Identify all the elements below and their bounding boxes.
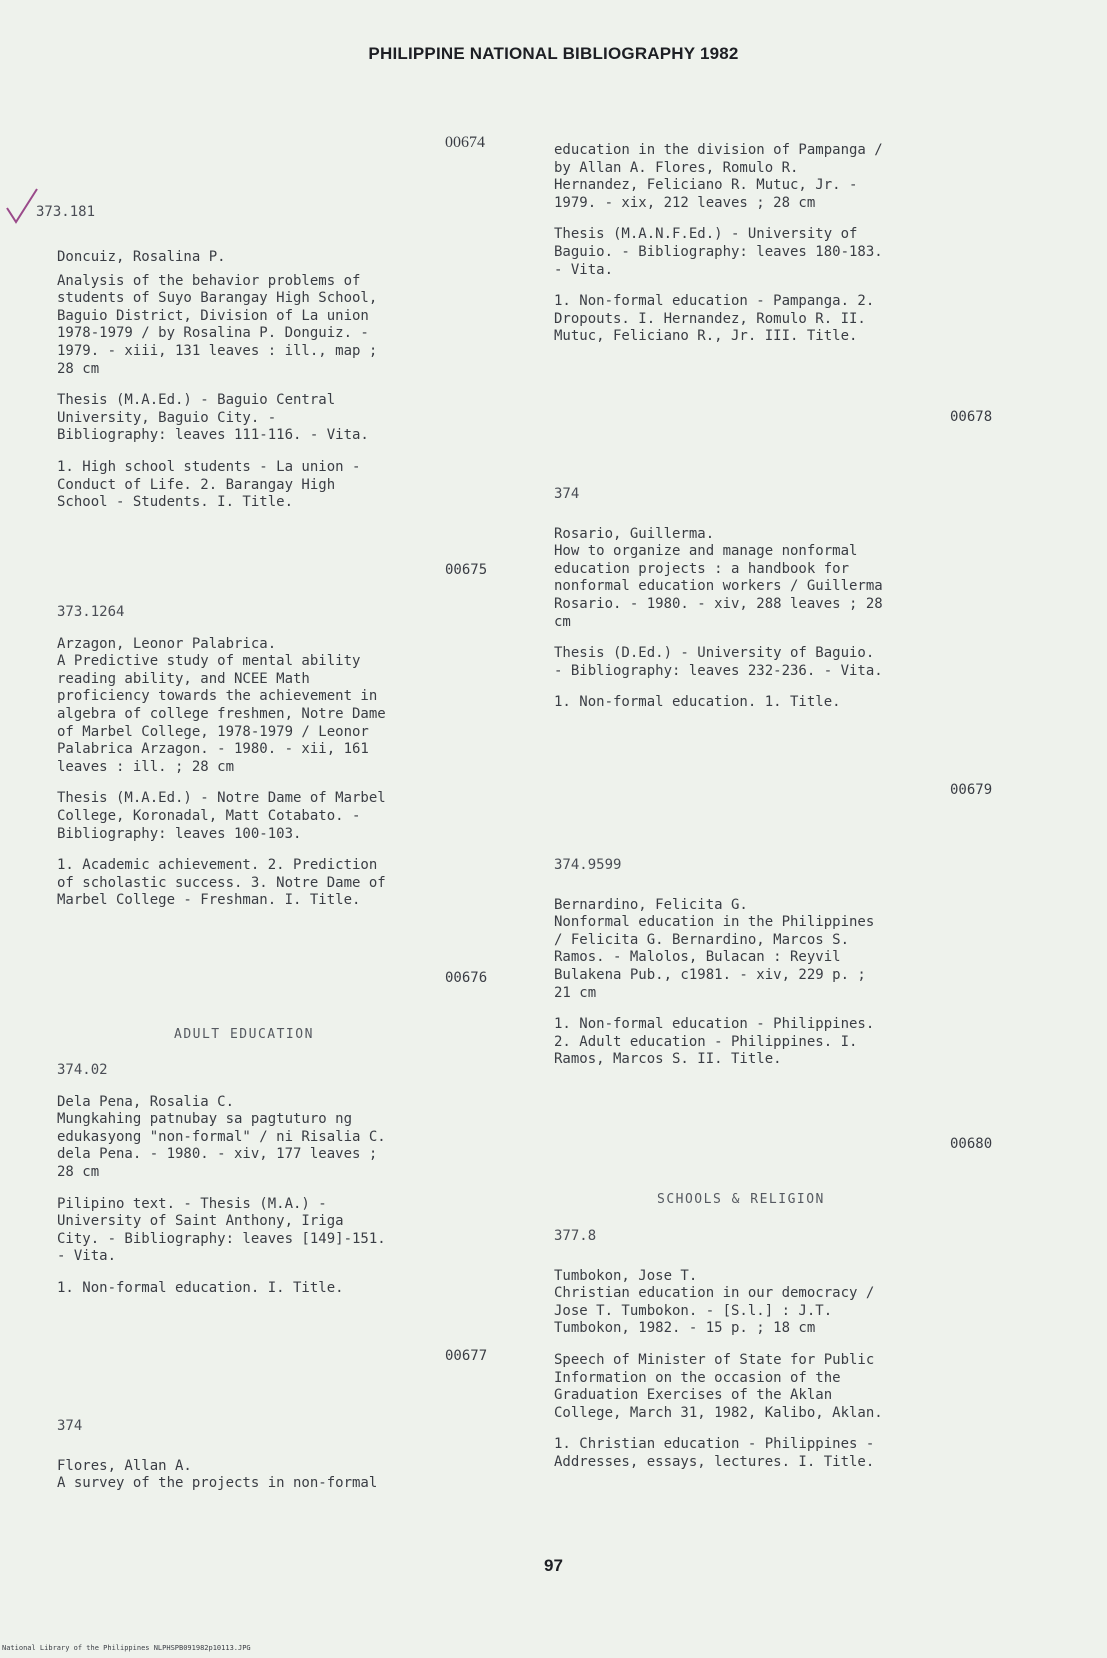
class-number: 374: [57, 1418, 83, 1434]
entry-notes: Speech of Minister of State for Public Information on the occasion of the Graduation Exercises of the Aklan College, March 31, 1982, Kalibo, Aklan.: [554, 1351, 883, 1421]
section-heading-adult-education: ADULT EDUCATION: [174, 1027, 314, 1042]
page-title: PHILIPPINE NATIONAL BIBLIOGRAPHY 1982: [368, 44, 739, 63]
entry-author: Arzagon, Leonor Palabrica.: [57, 635, 277, 652]
entry-number: 00679: [950, 782, 993, 798]
class-number: 377.8: [554, 1228, 597, 1244]
entry-number: 00675: [445, 562, 488, 578]
class-number: 373.1264: [57, 604, 125, 620]
entry-description: How to organize and manage nonformal education projects : a handbook for nonformal education workers / Guillerma Rosario. - 1980. - xiv, 288 leaves ; 28 cm: [554, 543, 883, 630]
entry-author: Doncuiz, Rosalina P.: [57, 249, 226, 265]
entry-subjects: 1. Non-formal education - Philippines. 2. Adult education - Philippines. I. Ramos, Marcos S. II. Title.: [554, 1016, 875, 1068]
entry-subjects: 1. Non-formal education. I. Title.: [57, 1279, 344, 1296]
entry-number: 00674: [445, 134, 485, 151]
entry-description: Nonformal education in the Philippines / Felicita G. Bernardino, Marcos S. Ramos. - Malolos, Bulacan : Reyvil Bulakena Pub., c1981. - xiv, 229 p. ; 21 cm: [554, 914, 875, 1001]
bib-entry-00676: [57, 1062, 517, 1298]
entry-number: 00676: [445, 970, 488, 986]
class-number: 374: [554, 486, 580, 502]
entry-notes: Thesis (M.A.Ed.) - Baguio Central University, Baguio City. - Bibliography: leaves 111-116. - Vita.: [57, 392, 369, 444]
footer-caption: National Library of the Philippines NLPHSPB091982p10113.JPG: [2, 1644, 251, 1652]
entry-author: Dela Pena, Rosalia C.: [57, 1093, 235, 1110]
entry-number: 00678: [950, 409, 993, 425]
bib-entry-00677-continued: [554, 142, 1024, 346]
entry-description: Christian education in our democracy / Jose T. Tumbokon. - [S.l.] : J.T. Tumbokon, 1982. - 15 p. ; 18 cm: [554, 1285, 875, 1337]
entry-notes: Thesis (D.Ed.) - University of Baguio. - Bibliography: leaves 232-236. - Vita.: [554, 645, 883, 679]
entry-author: Rosario, Guillerma.: [554, 525, 715, 542]
bib-entry-00678: [554, 486, 1024, 712]
handwritten-class-number: 373.181: [36, 204, 96, 220]
checkmark-icon: [4, 186, 40, 226]
class-number: 374.9599: [554, 857, 622, 873]
entry-description: A Predictive study of mental ability reading ability, and NCEE Math proficiency towards the achievement in algebra of college freshmen, Notre Dame of Marbel College, 1978-1979 / Leonor Palabrica Arzagon. - 1980. - xii, 161 leaves : ill. ; 28 cm: [57, 653, 386, 775]
entry-notes: Pilipino text. - Thesis (M.A.) - University of Saint Anthony, Iriga City. - Bibliography: leaves [149]-151. - Vita.: [57, 1195, 386, 1265]
entry-description: Analysis of the behavior problems of students of Suyo Barangay High School, Baguio District, Division of La union 1978-1979 / by Rosalina P. Donguiz. - 1979. - xiii, 131 leaves : ill., map ; 28 cm: [57, 272, 378, 377]
entry-author: Tumbokon, Jose T.: [554, 1267, 698, 1284]
entry-description: education in the division of Pampanga / by Allan A. Flores, Romulo R. Hernandez, Feliciano R. Mutuc, Jr. - 1979. - xix, 212 leaves ; 28 cm: [554, 142, 883, 211]
page-number: 97: [544, 1556, 563, 1575]
bib-entry-00680: [554, 1228, 1024, 1472]
entry-number: 00677: [445, 1348, 488, 1364]
entry-author: Bernardino, Felicita G.: [554, 896, 748, 913]
entry-subjects: 1. High school students - La union - Conduct of Life. 2. Barangay High School - Students. I. Title.: [57, 458, 361, 511]
entry-notes: Thesis (M.A.N.F.Ed.) - University of Baguio. - Bibliography: leaves 180-183. - Vita.: [554, 226, 883, 278]
entry-subjects: 1. Academic achievement. 2. Prediction of scholastic success. 3. Notre Dame of Marbel College - Freshman. I. Title.: [57, 857, 386, 909]
bib-entry-00675: [57, 604, 517, 910]
entry-subjects: 1. Non-formal education. 1. Title.: [554, 694, 841, 711]
entry-description: Mungkahing patnubay sa pagtuturo ng edukasyong "non-formal" / ni Risalia C. dela Pena. - 1980. - xiv, 177 leaves ; 28 cm: [57, 1111, 386, 1180]
entry-subjects: 1. Non-formal education - Pampanga. 2. Dropouts. I. Hernandez, Romulo R. II. Mutuc, Feliciano R., Jr. III. Title.: [554, 293, 875, 345]
entry-notes: Thesis (M.A.Ed.) - Notre Dame of Marbel College, Koronadal, Matt Cotabato. - Bibliography: leaves 100-103.: [57, 790, 386, 842]
entry-author: Flores, Allan A.: [57, 1457, 192, 1474]
entry-description: A survey of the projects in non-formal: [57, 1475, 378, 1492]
entry-subjects: 1. Christian education - Philippines - Addresses, essays, lectures. I. Title.: [554, 1436, 875, 1470]
section-heading-schools-religion: SCHOOLS & RELIGION: [657, 1192, 825, 1207]
bib-entry-00677: [57, 1418, 517, 1493]
bib-entry-00674: [57, 249, 517, 512]
bib-entry-00679: [554, 857, 1024, 1069]
class-number: 374.02: [57, 1062, 108, 1078]
entry-number: 00680: [950, 1136, 993, 1152]
